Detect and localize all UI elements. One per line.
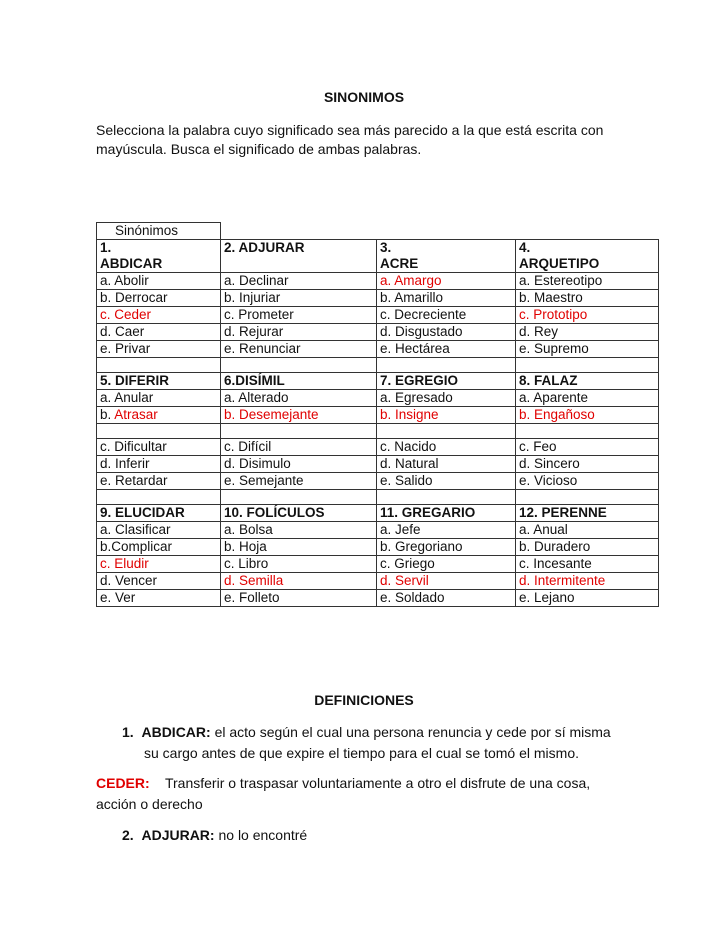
- definition-text: el acto según el cual una persona renuncia y cede por sí misma: [210, 724, 611, 740]
- option-cell: [97, 573, 221, 590]
- option-text: a. Abolir: [100, 273, 149, 288]
- option-cell: [516, 539, 659, 556]
- table-header-cell: [221, 373, 377, 390]
- header-word: 6.DISÍMIL: [224, 373, 285, 388]
- definition-term: ADJURAR:: [141, 827, 215, 843]
- header-word: ARQUETIPO: [519, 256, 600, 271]
- option-text: e. Soldado: [380, 590, 445, 605]
- definition-ceder: [96, 773, 590, 794]
- table-header-cell: [97, 240, 221, 273]
- option-text: e. Salido: [380, 473, 433, 488]
- option-cell: [377, 341, 516, 358]
- caption-spacer: [377, 223, 516, 240]
- option-cell: [516, 590, 659, 607]
- option-text: a. Anular: [100, 390, 154, 405]
- table-header-cell: [97, 373, 221, 390]
- option-cell: [377, 390, 516, 407]
- option-cell: [377, 307, 516, 324]
- option-text: a. Clasificar: [100, 522, 171, 537]
- empty-cell: [221, 358, 377, 373]
- table-header-row: [97, 240, 659, 273]
- header-word: 11. GREGARIO: [380, 505, 476, 520]
- option-text: c. Prometer: [224, 307, 294, 322]
- option-text: d. Natural: [380, 456, 439, 471]
- table-row: [97, 573, 659, 590]
- option-cell: [97, 456, 221, 473]
- option-text: e. Privar: [100, 341, 151, 356]
- header-word: 9. ELUCIDAR: [100, 505, 185, 520]
- option-cell: [377, 522, 516, 539]
- option-cell: [377, 407, 516, 424]
- option-text: d. Vencer: [100, 573, 158, 588]
- option-cell: [221, 290, 377, 307]
- table-row: [97, 439, 659, 456]
- table-header-row: [97, 505, 659, 522]
- table-caption-row: [97, 223, 659, 240]
- option-cell: [97, 590, 221, 607]
- option-cell: [97, 324, 221, 341]
- empty-cell: [516, 490, 659, 505]
- table-row: [97, 341, 659, 358]
- option-text: b. Duradero: [519, 539, 591, 554]
- table-gap-row: [97, 358, 659, 373]
- option-text: d. Disimulo: [224, 456, 291, 471]
- option-cell: [97, 407, 221, 424]
- option-text: a. Jefe: [380, 522, 421, 537]
- table-header-cell: [221, 505, 377, 522]
- header-word: 5. DIFERIR: [100, 373, 170, 388]
- option-cell: [377, 573, 516, 590]
- table-row: [97, 324, 659, 341]
- empty-cell: [516, 424, 659, 439]
- option-cell: [97, 273, 221, 290]
- option-text: b. Injuriar: [224, 290, 281, 305]
- option-text: a. Anual: [519, 522, 568, 537]
- option-text: b. Derrocar: [100, 290, 168, 305]
- option-text: b. Desemejante: [224, 407, 319, 422]
- table-gap-row: [97, 424, 659, 439]
- synonyms-table: [96, 222, 659, 607]
- option-cell: [516, 522, 659, 539]
- definition-term: ABDICAR:: [141, 724, 211, 740]
- definition-abdicar-cont: su cargo antes de que expire el tiempo para el cual se tomó el mismo.: [144, 745, 580, 761]
- option-cell: [516, 573, 659, 590]
- table-header-cell: [516, 240, 659, 273]
- option-cell: [377, 539, 516, 556]
- table-row: [97, 473, 659, 490]
- option-text: c. Eludir: [100, 556, 149, 571]
- table-row: [97, 556, 659, 573]
- option-cell: [516, 456, 659, 473]
- option-text: a. Aparente: [519, 390, 589, 405]
- option-text: e. Folleto: [224, 590, 280, 605]
- option-cell: [221, 307, 377, 324]
- table-row: [97, 307, 659, 324]
- option-text: c. Griego: [380, 556, 435, 571]
- option-cell: [97, 390, 221, 407]
- option-text: d. Sincero: [519, 456, 580, 471]
- option-text: d. Intermitente: [519, 573, 606, 588]
- definition-number: 1.: [122, 724, 134, 740]
- option-cell: [377, 456, 516, 473]
- option-cell: [221, 273, 377, 290]
- option-text: e. Hectárea: [380, 341, 450, 356]
- definition-text: Transferir o traspasar voluntariamente a otro el disfrute de una cosa,: [164, 775, 591, 791]
- option-text: c. Decreciente: [380, 307, 467, 322]
- table-header-cell: [516, 373, 659, 390]
- table-header-cell: [377, 240, 516, 273]
- option-cell: [221, 341, 377, 358]
- option-text: a. Alterado: [224, 390, 289, 405]
- option-text: a. Declinar: [224, 273, 289, 288]
- option-text: c. Libro: [224, 556, 269, 571]
- option-text: c. Feo: [519, 439, 557, 454]
- option-cell: [516, 307, 659, 324]
- table-row: [97, 273, 659, 290]
- option-cell: [221, 539, 377, 556]
- table-header-row: [97, 373, 659, 390]
- option-text: a. Bolsa: [224, 522, 273, 537]
- empty-cell: [97, 358, 221, 373]
- table-row: [97, 407, 659, 424]
- option-cell: [377, 439, 516, 456]
- option-text: b. Amarillo: [380, 290, 444, 305]
- option-cell: [516, 473, 659, 490]
- instructions: Selecciona la palabra cuyo significado sea más parecido a la que está escrita con mayúscula. Busca el significado de ambas palabras.: [96, 122, 604, 157]
- option-text: d. Inferir: [100, 456, 150, 471]
- option-cell: [221, 573, 377, 590]
- table-row: [97, 590, 659, 607]
- option-cell: [516, 390, 659, 407]
- table-header-cell: [377, 505, 516, 522]
- option-cell: [377, 324, 516, 341]
- option-text: d. Caer: [100, 324, 145, 339]
- option-cell: [221, 522, 377, 539]
- option-cell: [516, 273, 659, 290]
- option-text: d. Rey: [519, 324, 559, 339]
- empty-cell: [221, 424, 377, 439]
- option-cell: [97, 290, 221, 307]
- option-text: e. Ver: [100, 590, 136, 605]
- option-cell: [516, 324, 659, 341]
- header-word: ABDICAR: [100, 256, 163, 271]
- table-header-cell: [221, 240, 377, 273]
- option-cell: [221, 324, 377, 341]
- option-cell: [377, 473, 516, 490]
- header-word: 10. FOLÍCULOS: [224, 505, 325, 520]
- option-text: c. Prototipo: [519, 307, 588, 322]
- option-text: a. Estereotipo: [519, 273, 603, 288]
- option-text: d. Semilla: [224, 573, 284, 588]
- empty-cell: [377, 490, 516, 505]
- header-word: 3.: [380, 240, 392, 255]
- empty-cell: [377, 358, 516, 373]
- header-word: ACRE: [380, 256, 419, 271]
- header-word: 7. EGREGIO: [380, 373, 459, 388]
- table-row: [97, 290, 659, 307]
- header-word: 8. FALAZ: [519, 373, 578, 388]
- option-text: b. Maestro: [519, 290, 583, 305]
- option-text: c. Nacido: [380, 439, 437, 454]
- option-cell: [221, 473, 377, 490]
- option-text: b. Gregoriano: [380, 539, 463, 554]
- option-cell: [221, 439, 377, 456]
- option-text-highlight: Atrasar: [114, 407, 158, 422]
- option-cell: [516, 341, 659, 358]
- option-text: e. Semejante: [224, 473, 304, 488]
- option-text: c. Difícil: [224, 439, 272, 454]
- empty-cell: [97, 490, 221, 505]
- option-cell: [221, 590, 377, 607]
- option-cell: [516, 290, 659, 307]
- option-cell: [97, 556, 221, 573]
- option-cell: [221, 456, 377, 473]
- option-text: b. Hoja: [224, 539, 267, 554]
- definition-ceder-cont: acción o derecho: [96, 796, 203, 812]
- option-text: d. Disgustado: [380, 324, 463, 339]
- table-row: [97, 390, 659, 407]
- option-cell: [221, 556, 377, 573]
- definition-adjurar: [122, 825, 307, 846]
- option-cell: [516, 439, 659, 456]
- definitions-title: DEFINICIONES: [314, 692, 414, 708]
- table-caption: Sinónimos: [97, 223, 221, 240]
- table-header-cell: [516, 505, 659, 522]
- caption-spacer: [221, 223, 377, 240]
- definition-text: no lo encontré: [214, 827, 308, 843]
- option-text: b. Engañoso: [519, 407, 595, 422]
- header-word: 1.: [100, 240, 112, 255]
- option-text: b. Insigne: [380, 407, 439, 422]
- empty-cell: [221, 490, 377, 505]
- option-cell: [377, 273, 516, 290]
- option-text: c. Dificultar: [100, 439, 167, 454]
- option-cell: [97, 341, 221, 358]
- option-cell: [221, 390, 377, 407]
- option-text: c. Incesante: [519, 556, 592, 571]
- option-text: c. Ceder: [100, 307, 152, 322]
- option-text: e. Lejano: [519, 590, 575, 605]
- definition-term: CEDER:: [96, 775, 150, 791]
- header-word: 12. PERENNE: [519, 505, 607, 520]
- empty-cell: [97, 424, 221, 439]
- option-text: e. Supremo: [519, 341, 589, 356]
- option-text: a. Amargo: [380, 273, 442, 288]
- table-row: [97, 522, 659, 539]
- option-text: b.Complicar: [100, 539, 173, 554]
- option-cell: [377, 290, 516, 307]
- option-cell: [97, 539, 221, 556]
- table-header-cell: [97, 505, 221, 522]
- caption-spacer: [516, 223, 659, 240]
- option-text: d. Rejurar: [224, 324, 284, 339]
- option-text: b.: [100, 407, 115, 422]
- option-text: e. Vicioso: [519, 473, 578, 488]
- definition-abdicar: [122, 722, 611, 743]
- option-cell: [516, 556, 659, 573]
- option-cell: [377, 556, 516, 573]
- definition-number: 2.: [122, 827, 134, 843]
- option-cell: [221, 407, 377, 424]
- page-title: SINONIMOS: [323, 89, 405, 105]
- option-text: d. Servil: [380, 573, 429, 588]
- option-text: e. Renunciar: [224, 341, 301, 356]
- empty-cell: [516, 358, 659, 373]
- option-cell: [97, 522, 221, 539]
- option-cell: [97, 473, 221, 490]
- table-header-cell: [377, 373, 516, 390]
- option-cell: [97, 439, 221, 456]
- option-cell: [377, 590, 516, 607]
- option-cell: [516, 407, 659, 424]
- option-cell: [97, 307, 221, 324]
- option-text: a. Egresado: [380, 390, 453, 405]
- header-word: 2. ADJURAR: [224, 240, 305, 255]
- table-row: [97, 539, 659, 556]
- option-text: e. Retardar: [100, 473, 168, 488]
- header-word: 4.: [519, 240, 531, 255]
- table-gap-row: [97, 490, 659, 505]
- empty-cell: [377, 424, 516, 439]
- table-row: [97, 456, 659, 473]
